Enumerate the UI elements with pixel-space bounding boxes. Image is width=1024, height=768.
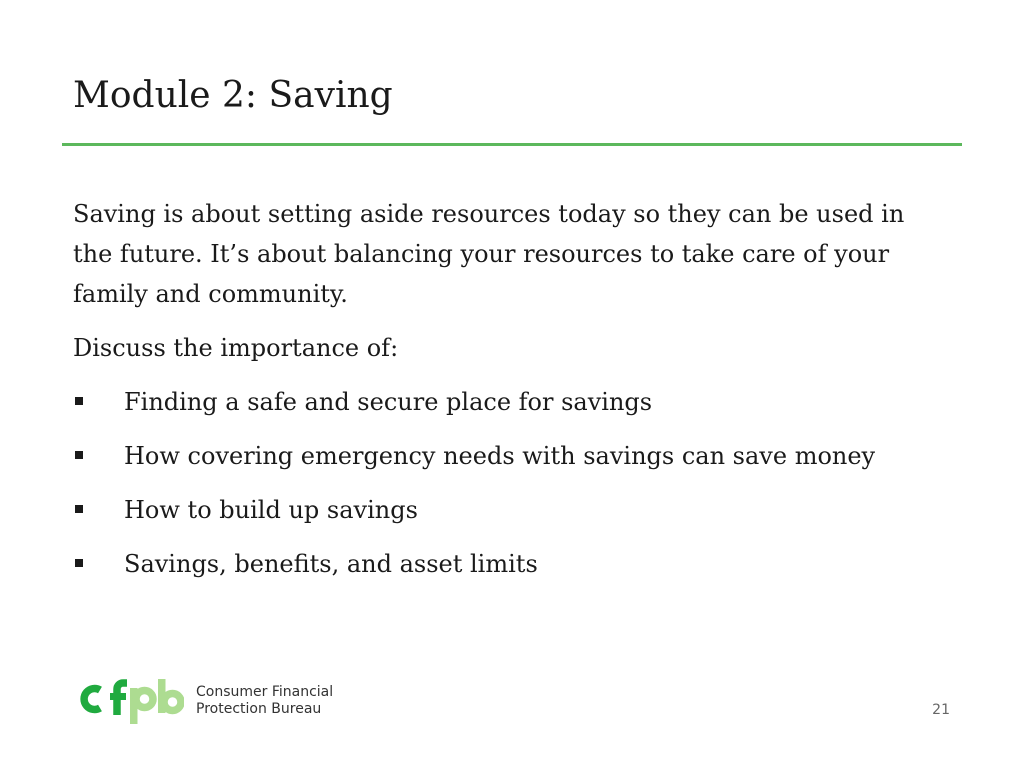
cfpb-logo bbox=[80, 677, 333, 725]
list-item-text: How to build up savings bbox=[124, 496, 418, 524]
logo-line-2: Protection Bureau bbox=[196, 701, 322, 717]
list-item-text: Savings, benefits, and asset limits bbox=[124, 550, 538, 578]
list-item bbox=[73, 436, 943, 476]
logo-line-1: Consumer Financial bbox=[196, 684, 334, 700]
square-bullet-icon bbox=[75, 451, 83, 459]
list-item bbox=[73, 490, 943, 530]
square-bullet-icon bbox=[75, 505, 83, 513]
list-item-text: Finding a safe and secure place for savings bbox=[124, 388, 653, 416]
list-item bbox=[73, 382, 943, 422]
cfpb-logo-icon bbox=[80, 677, 184, 725]
list-item bbox=[73, 544, 943, 584]
discussion-list bbox=[73, 382, 943, 584]
title-divider bbox=[62, 143, 962, 146]
list-item-text: How covering emergency needs with savings can save money bbox=[124, 442, 876, 470]
slide-body bbox=[73, 194, 943, 598]
intro-paragraph: Saving is about setting aside resources today so they can be used in the future. It’s about balancing your resources to take care of your family and community. bbox=[73, 200, 905, 308]
square-bullet-icon bbox=[75, 559, 83, 567]
slide-title: Module 2: Saving bbox=[73, 75, 393, 116]
logo-wordmark bbox=[196, 684, 333, 718]
square-bullet-icon bbox=[75, 397, 83, 405]
page-number: 21 bbox=[932, 702, 950, 718]
discussion-prompt: Discuss the importance of: bbox=[73, 334, 399, 362]
